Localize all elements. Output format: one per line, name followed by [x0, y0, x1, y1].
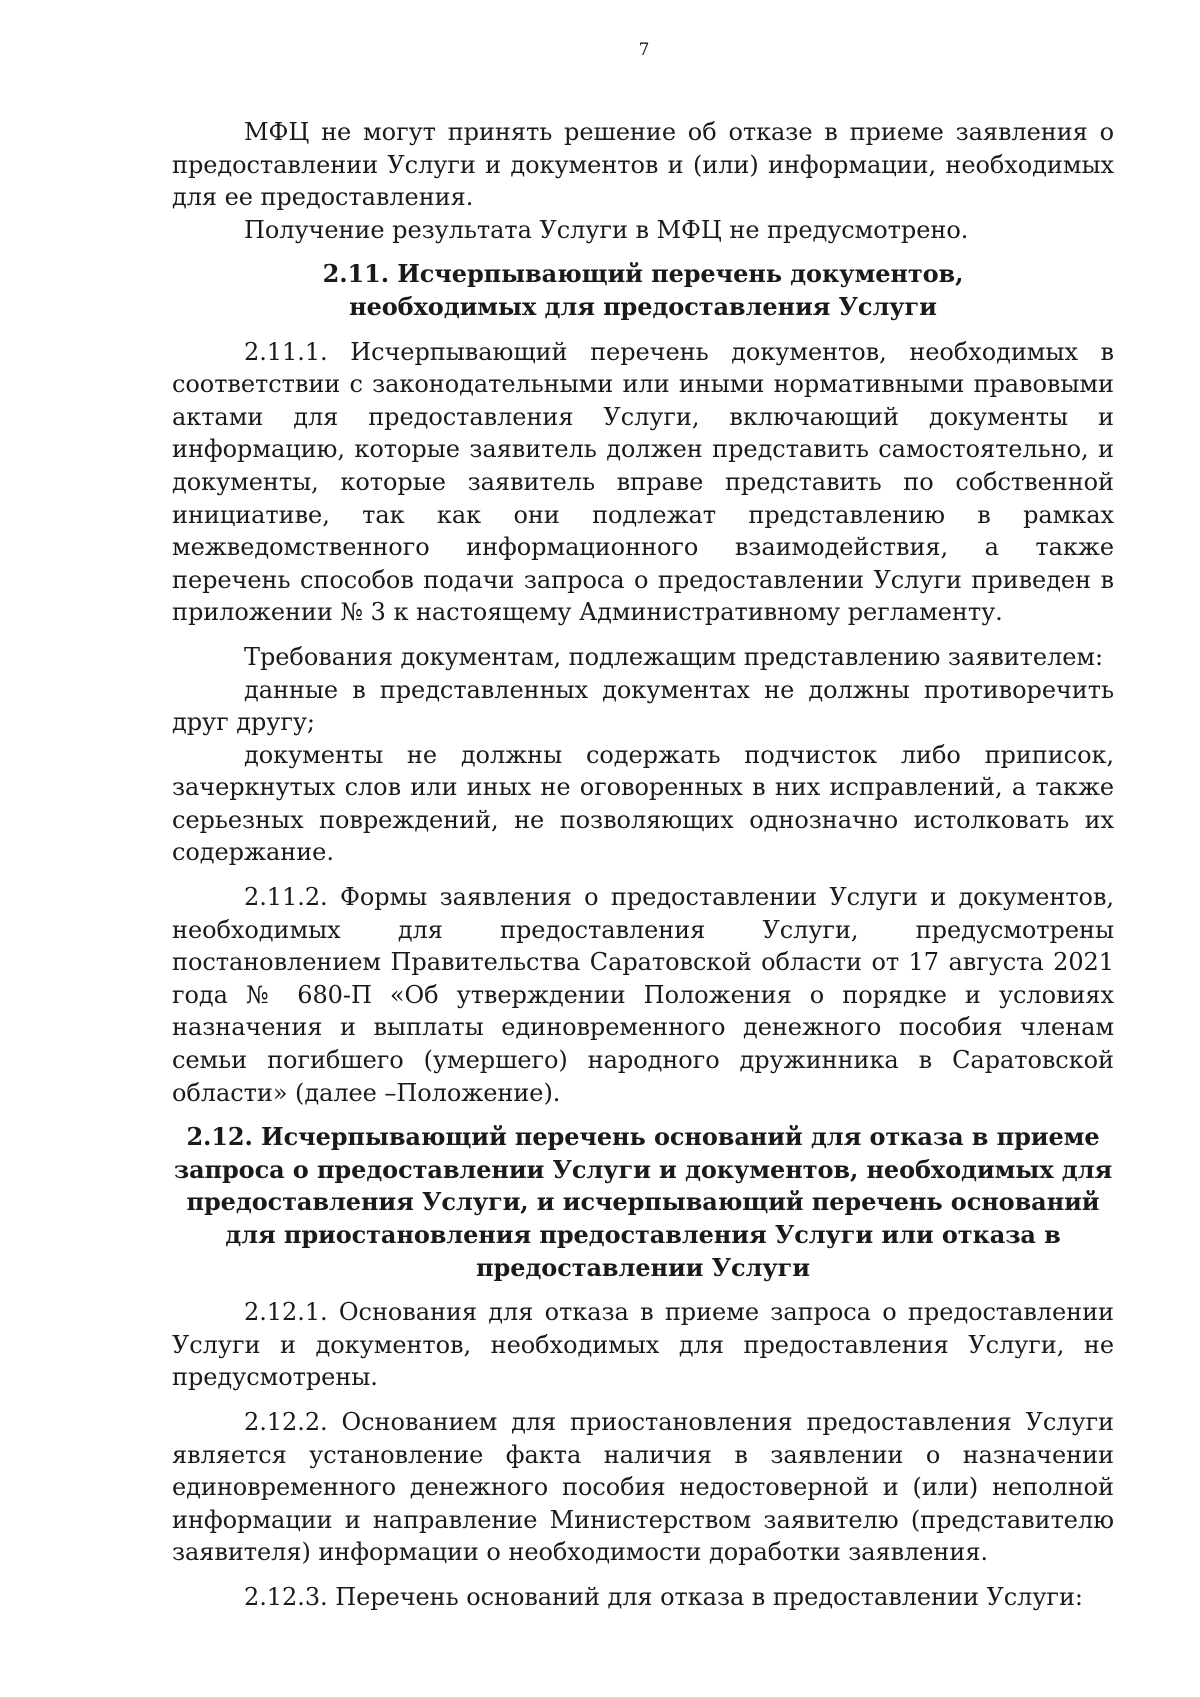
paragraph-2-12-3: 2.12.3. Перечень оснований для отказа в предоставлении Услуги:: [244, 1582, 1083, 1611]
paragraph-mfc-result: Получение результата Услуги в МФЦ не предусмотрено.: [244, 215, 969, 244]
paragraph-2-11-2: 2.11.2. Формы заявления о предоставлении Услуги и документов, необходимых для предоставления Услуги, предусмотрены постановлением Правительства Саратовской области от 17 августа 2021 года № 680-П «Об утверждении Положения о порядке и условиях назначения и выплаты единовременного денежного пособия членам семьи погибшего (умершего) народного дружинника в Саратовской области» (далее –Положение).: [172, 883, 1114, 1107]
paragraph-2-12-1: 2.12.1. Основания для отказа в приеме запроса о предоставлении Услуги и документов, необходимых для предоставления Услуги, не предусмотрены.: [172, 1298, 1114, 1392]
paragraph-no-corrections: документы не должны содержать подчисток либо приписок, зачеркнутых слов или иных не оговоренных в них исправлений, а также серьезных повреждений, не позволяющих однозначно истолковать их содержание.: [172, 740, 1114, 867]
paragraph-2-12-2: 2.12.2. Основанием для приостановления предоставления Услуги является установление факта наличия в заявлении о назначении единовременного денежного пособия недостоверной и (или) неполной информации и направление Министерством заявителю (представителю заявителя) информации о необходимости доработки заявления.: [172, 1407, 1114, 1567]
paragraph-mfc-refusal: МФЦ не могут принять решение об отказе в приеме заявления о предоставлении Услуги и документов и (или) информации, необходимых для ее предоставления.: [172, 118, 1114, 212]
section-heading-2-11: 2.11. Исчерпывающий перечень документов, необходимых для предоставления Услуги: [322, 259, 964, 321]
section-heading-2-12: 2.12. Исчерпывающий перечень оснований для отказа в приеме запроса о предоставлении Услуги и документов, необходимых для предоставления Услуги, и исчерпывающий перечень оснований для приостановления предоставления Услуги или отказа в предоставлении Услуги: [173, 1122, 1113, 1282]
paragraph-document-requirements: Требования документам, подлежащим представлению заявителем:: [244, 642, 1104, 671]
paragraph-no-contradictions: данные в представленных документах не должны противоречить друг другу;: [172, 675, 1114, 737]
page-number: 7: [638, 40, 650, 60]
paragraph-2-11-1: 2.11.1. Исчерпывающий перечень документов, необходимых в соответствии с законодательными или иными нормативными правовыми актами для предоставления Услуги, включающий документы и информацию, которые заявитель должен представить самостоятельно, и документы, которые заявитель вправе представить по собственной инициативе, так как они подлежат представлению в рамках межведомственного информационного взаимодействия, а также перечень способов подачи запроса о предоставлении Услуги приведен в приложении № 3 к настоящему Административному регламенту.: [172, 337, 1114, 627]
document-body: [172, 116, 1114, 1614]
